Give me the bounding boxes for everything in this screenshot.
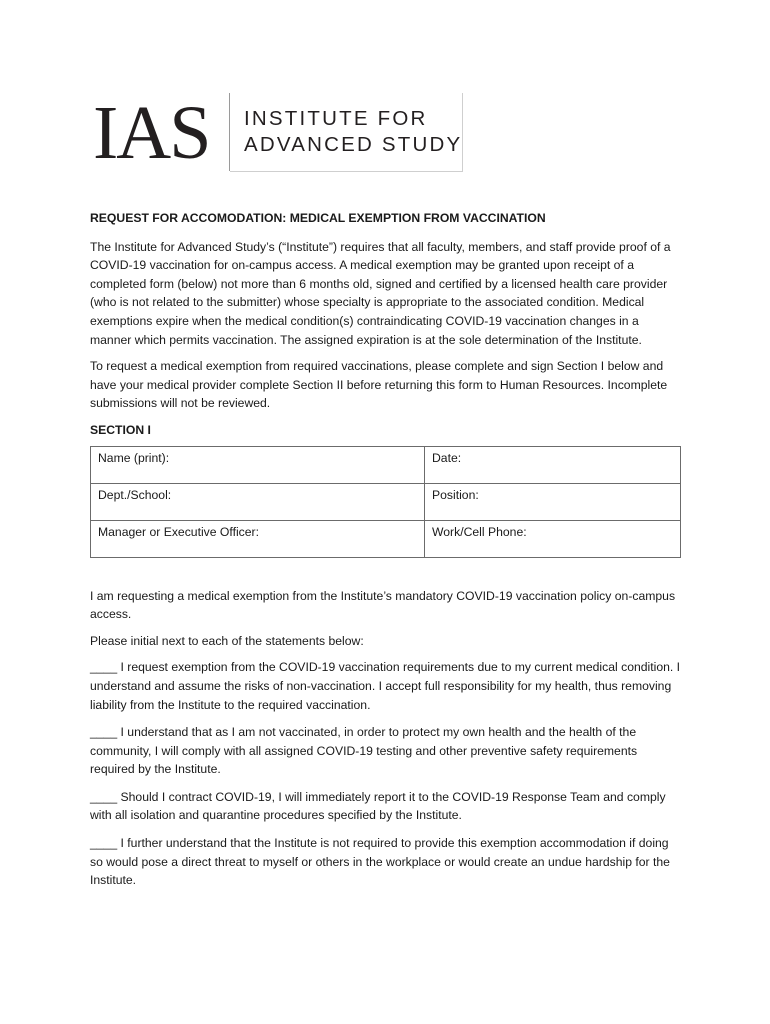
statement-4 <box>90 834 682 890</box>
section-label: SECTION I <box>90 422 151 437</box>
date-field[interactable]: Date: <box>425 446 681 483</box>
statement-2 <box>90 723 682 779</box>
table-row <box>91 520 681 557</box>
initial-blank-3[interactable]: ____ <box>90 789 118 804</box>
statement-text-4: I further understand that the Institute is not required to provide this exemption accommodation if doing so would pose a direct threat to myself or others in the workplace or would create an undue hardship for the Institute. <box>90 836 670 888</box>
table-row <box>91 446 681 483</box>
initial-blank-1[interactable]: ____ <box>90 660 118 675</box>
intro-paragraph: The Institute for Advanced Study’s (“Institute”) requires that all faculty, members, and staff provide proof of a COVID-19 vaccination for on-campus access. A medical exemption may be granted upon receipt of a completed form (below) not more than 6 months old, signed and certified by a licensed health care provider (who is not related to the submitter) whose specialty is appropriate to the associated condition. Medical exemptions expire when the medical condition(s) contraindicating COVID-19 vaccination changes in a manner which permits vaccination. The assigned expiration is at the sole determination of the Institute. <box>90 239 671 347</box>
initial-blank-4[interactable]: ____ <box>90 836 118 851</box>
table-row <box>91 483 681 520</box>
section-1-table <box>90 446 681 558</box>
document-body <box>90 209 682 899</box>
logo-divider <box>229 93 230 171</box>
statement-1 <box>90 658 682 714</box>
statement-3 <box>90 788 682 825</box>
phone-field[interactable]: Work/Cell Phone: <box>425 520 681 557</box>
manager-field[interactable]: Manager or Executive Officer: <box>91 520 425 557</box>
instructions-paragraph: To request a medical exemption from required vaccinations, please complete and sign Section I below and have your medical provider complete Section II before returning this form to Human Resources. Incomplete submissions will not be reviewed. <box>90 359 668 411</box>
document-title: REQUEST FOR ACCOMODATION: MEDICAL EXEMPTION FROM VACCINATION <box>90 211 546 225</box>
statement-text-1: I request exemption from the COVID-19 vaccination requirements due to my current medical condition. I understand and assume the risks of non-vaccination. I accept full responsibility for my health, thus removing liability from the Institute to the required vaccination. <box>90 660 681 712</box>
logo-mark: IAS <box>93 91 210 175</box>
position-field[interactable]: Position: <box>425 483 681 520</box>
initial-blank-2[interactable]: ____ <box>90 725 118 740</box>
dept-school-field[interactable]: Dept./School: <box>91 483 425 520</box>
logo-line-1: INSTITUTE FOR <box>244 107 428 130</box>
logo-line-2: ADVANCED STUDY <box>244 133 463 156</box>
statement-text-3: Should I contract COVID-19, I will immediately report it to the COVID-19 Response Team and comply with all isolation and quarantine procedures specified by the Institute. <box>90 789 666 823</box>
name-field[interactable]: Name (print): <box>91 446 425 483</box>
logo-wordmark <box>244 106 462 158</box>
request-statement: I am requesting a medical exemption from the Institute’s mandatory COVID-19 vaccination policy on-campus access. <box>90 588 676 622</box>
initial-prompt: Please initial next to each of the statements below: <box>90 633 364 648</box>
statement-text-2: I understand that as I am not vaccinated, in order to protect my own health and the health of the community, I will comply with all assigned COVID-19 testing and other preventive safety requirements required by the Institute. <box>90 725 638 777</box>
